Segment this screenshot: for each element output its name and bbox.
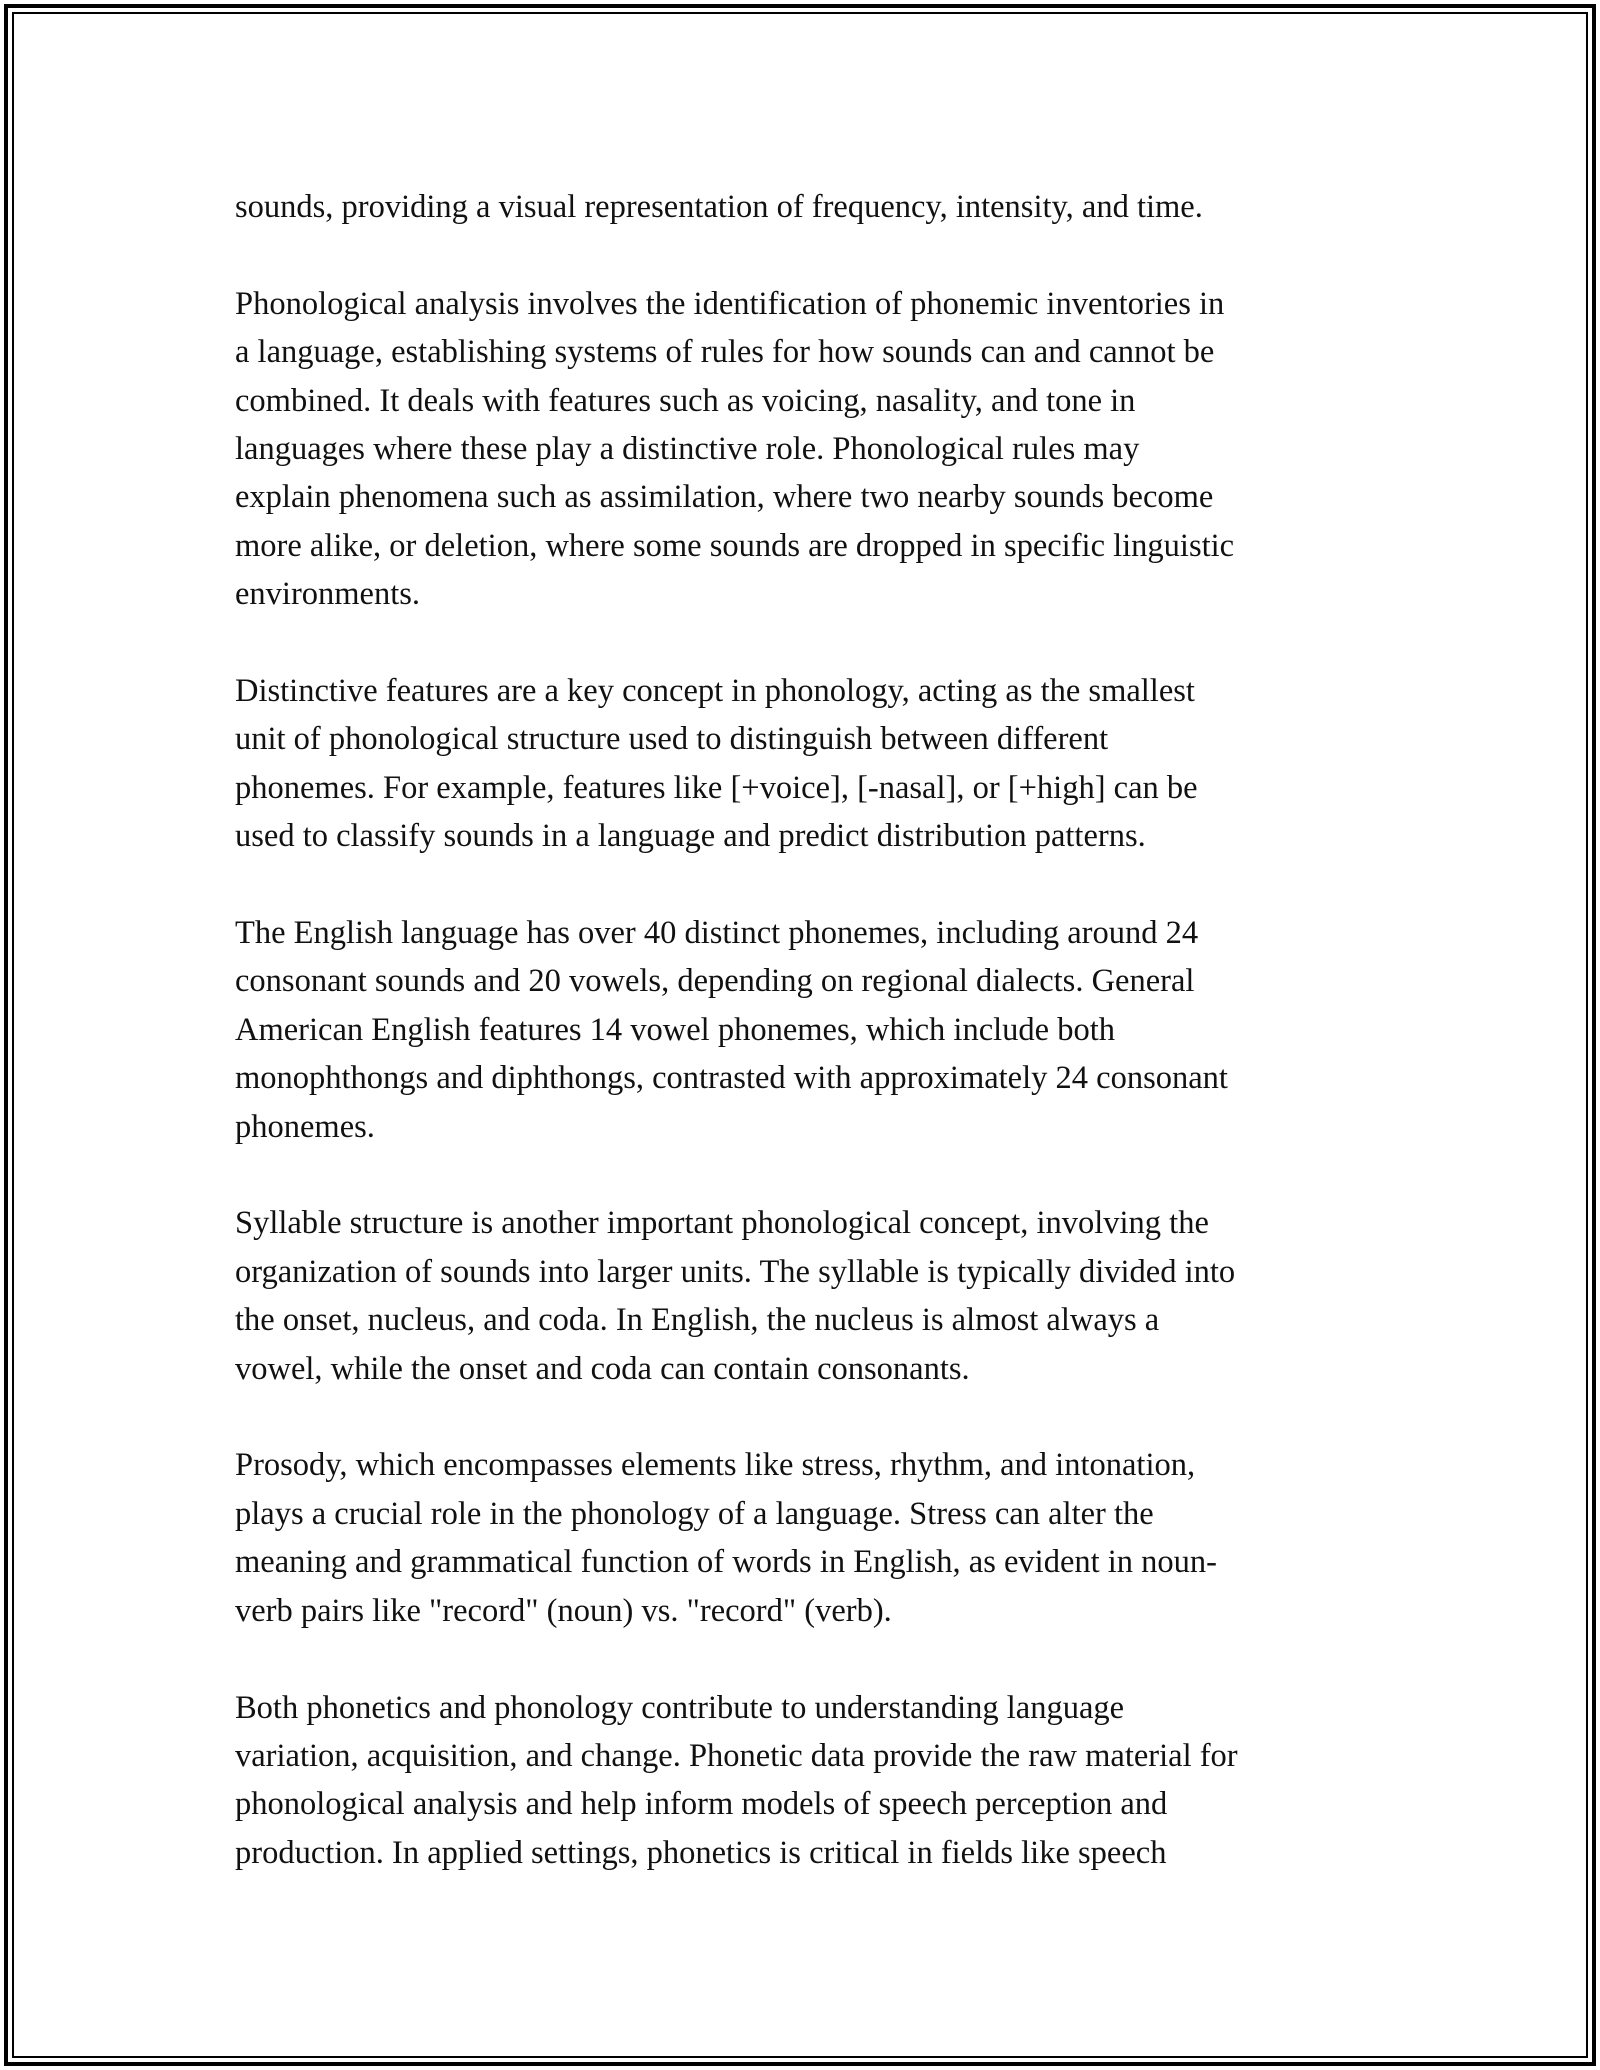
document-body [235,183,1395,1926]
paragraph-english-phonemes: The English language has over 40 distinct phonemes, including around 24 consonant sounds and 20 vowels, depending on regional dialects. General American English features 14 vowel phonemes, which include both monophthongs and diphthongs, contrasted with approximately 24 consonant phonemes. [235,915,1228,1145]
paragraph-phonetics-and-phonology: Both phonetics and phonology contribute to understanding language variation, acquisition, and change. Phonetic data provide the raw material for phonological analysis and help inform models of speech perception and production. In applied settings, phonetics is critical in fields like speech [235,1689,1238,1871]
paragraph-prosody: Prosody, which encompasses elements like stress, rhythm, and intonation, plays a crucial role in the phonology of a language. Stress can alter the meaning and grammatical function of words in English, as evident in noun- verb pairs like "record" (noun) vs. "record" (verb). [235,1447,1217,1629]
paragraph-syllable-structure: Syllable structure is another important phonological concept, involving the organization of sounds into larger units. The syllable is typically divided into the onset, nucleus, and coda. In English, the nucleus is almost always a vowel, while the onset and coda can contain consonants. [235,1205,1236,1387]
paragraph-spectrogram-continuation: sounds, providing a visual representation of frequency, intensity, and time. [235,189,1203,225]
paragraph-phonological-analysis: Phonological analysis involves the identification of phonemic inventories in a language, establishing systems of rules for how sounds can and cannot be combined. It deals with features such as voicing, nasality, and tone in languages where these play a distinctive role. Phonological rules may explain phenomena such as assimilation, where two nearby sounds become more alike, or deletion, where some sounds are dropped in specific linguistic environments. [235,285,1235,613]
paragraph-distinctive-features: Distinctive features are a key concept in phonology, acting as the smallest unit of phonological structure used to distinguish between different phonemes. For example, features like [+voice], [-nasal], or [+high] can be used to classify sounds in a language and predict distribution patterns. [235,673,1198,855]
